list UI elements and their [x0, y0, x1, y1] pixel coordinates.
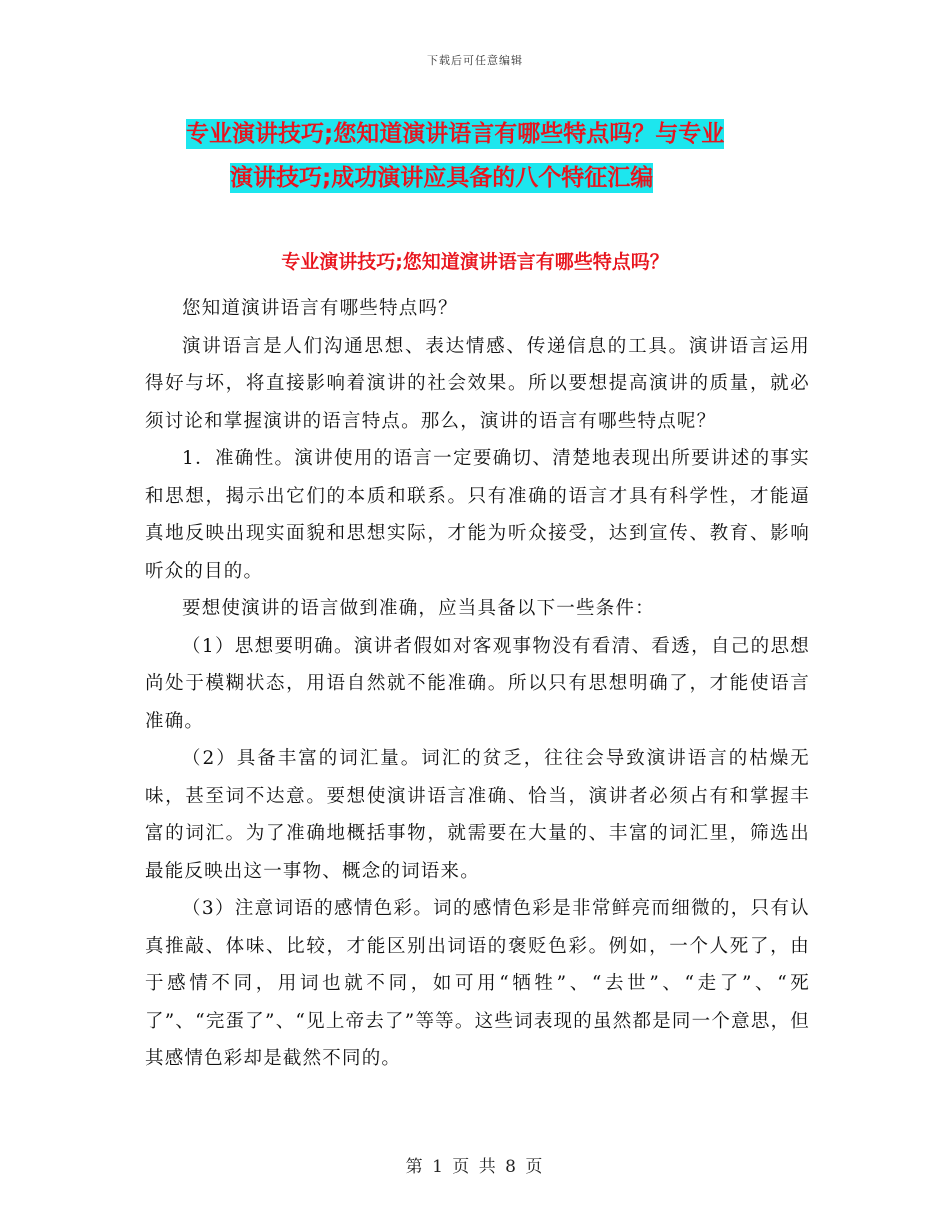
paragraph-condition-2: （2）具备丰富的词汇量。词汇的贫乏，往往会导致演讲语言的枯燥无味，甚至词不达意。要想使演讲语言准确、恰当，演讲者必须占有和掌握丰富的词汇。为了准确地概括事物，就需要在大量的、丰富的词汇里，筛选出最能反映出这一事物、概念的词语来。	[145, 748, 810, 882]
paragraph-intro-question: 您知道演讲语言有哪些特点吗？	[182, 298, 458, 319]
document-title	[150, 112, 840, 200]
paragraph-condition-1: （1）思想要明确。演讲者假如对客观事物没有看清、看透，自己的思想尚处于模糊状态，用语自然就不能准确。所以只有思想明确了，才能使语言准确。	[145, 635, 810, 732]
document-title-line-1	[150, 112, 840, 156]
document-title-line-2	[150, 156, 840, 200]
paragraph-definition: 演讲语言是人们沟通思想、表达情感、传递信息的工具。演讲语言运用得好与坏，将直接影响着演讲的社会效果。所以要想提高演讲的质量，就必须讨论和掌握演讲的语言特点。那么，演讲的语言有哪些特点呢？	[145, 335, 810, 432]
paragraph-accuracy: 1．准确性。演讲使用的语言一定要确切、清楚地表现出所要讲述的事实和思想，揭示出它们的本质和联系。只有准确的语言才具有科学性，才能逼真地反映出现实面貌和思想实际，才能为听众接受，达到宣传、教育、影响听众的目的。	[145, 448, 810, 582]
title-highlight-1: 专业演讲技巧;您知道演讲语言有哪些特点吗？与专业	[186, 121, 725, 147]
page-footer: 第 1 页 共 8 页	[405, 1157, 545, 1177]
body-text	[145, 290, 810, 1078]
section-title: 专业演讲技巧;您知道演讲语言有哪些特点吗？	[281, 251, 669, 273]
title-highlight-2: 演讲技巧;成功演讲应具备的八个特征汇编	[230, 165, 654, 191]
header-note: 下载后可任意编辑	[427, 54, 523, 67]
paragraph-conditions-intro: 要想使演讲的语言做到准确，应当具备以下一些条件：	[182, 598, 655, 619]
paragraph-condition-3: （3）注意词语的感情色彩。词的感情色彩是非常鲜亮而细微的，只有认真推敲、体味、比较，才能区别出词语的褒贬色彩。例如，一个人死了，由于感情不同，用词也就不同，如可用“牺牲”、“去世”、“走了”、“死了”、“完蛋了”、“见上帝去了”等等。这些词表现的虽然都是同一个意思，但其感情色彩却是截然不同的。	[145, 898, 810, 1069]
